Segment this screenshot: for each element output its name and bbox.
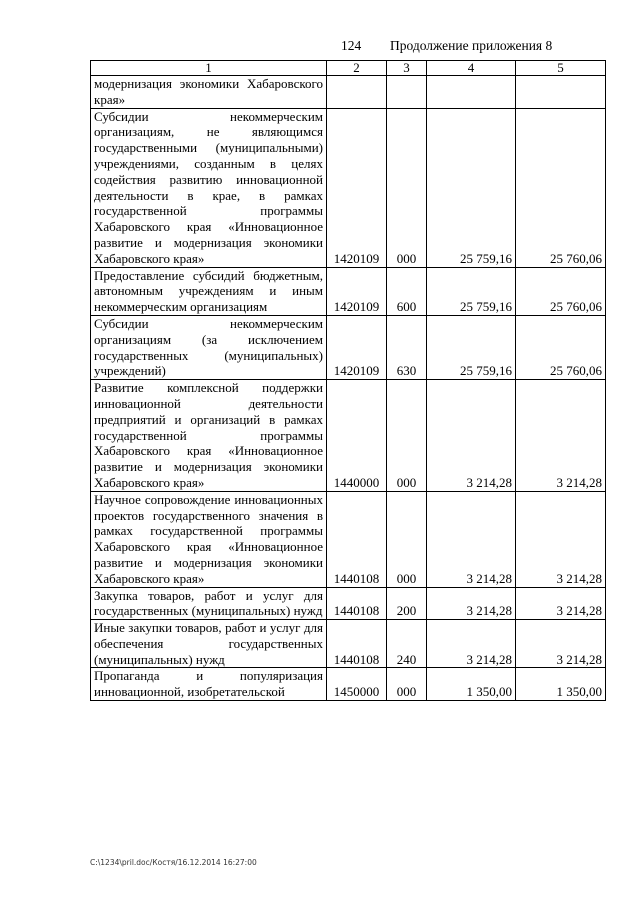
- table-row: [91, 380, 606, 492]
- target-article-cell: 1450000: [327, 668, 387, 701]
- amount-cell: [516, 76, 606, 109]
- expense-type-cell: [387, 76, 427, 109]
- amount-cell: 25 760,06: [516, 267, 606, 315]
- amount-cell: 25 759,16: [427, 315, 516, 379]
- table-body: [91, 61, 606, 701]
- target-article-cell: 1420109: [327, 108, 387, 267]
- page-number: 124: [341, 38, 362, 53]
- amount-cell: 25 760,06: [516, 108, 606, 267]
- amount-cell: 3 214,28: [427, 380, 516, 492]
- row-name-cell: Закупка товаров, работ и услуг для государственных (муниципальных) нужд: [91, 587, 327, 620]
- expense-type-cell: 240: [387, 620, 427, 668]
- column-header: 3: [387, 61, 427, 76]
- expense-type-cell: 600: [387, 267, 427, 315]
- amount-cell: 3 214,28: [427, 587, 516, 620]
- amount-cell: 25 760,06: [516, 315, 606, 379]
- column-header: 2: [327, 61, 387, 76]
- table-row: [91, 315, 606, 379]
- row-name-cell: Предоставление субсидий бюджетным, автономным учреждениям и иным некоммерческим организациям: [91, 267, 327, 315]
- row-name-cell: Субсидии некоммерческим организациям, не являющимся государственными (муниципальными) учреждениями, созданным в целях содействия развитию инновационной деятельности в крае, в рамках государственной программы Хабаровского края «Инновационное развитие и модернизация экономики Хабаровского края»: [91, 108, 327, 267]
- table-row: [91, 267, 606, 315]
- target-article-cell: 1440108: [327, 491, 387, 587]
- amount-cell: 3 214,28: [427, 491, 516, 587]
- amount-cell: 3 214,28: [516, 491, 606, 587]
- row-name-cell: Научное сопровождение инновационных проектов государственного значения в рамках государственной программы Хабаровского края «Инновационное развитие и модернизация экономики Хабаровского края»: [91, 491, 327, 587]
- amount-cell: 25 759,16: [427, 108, 516, 267]
- expense-type-cell: 000: [387, 380, 427, 492]
- target-article-cell: 1420109: [327, 315, 387, 379]
- expense-type-cell: 000: [387, 668, 427, 701]
- target-article-cell: [327, 76, 387, 109]
- amount-cell: [427, 76, 516, 109]
- page-header: [0, 38, 640, 56]
- column-header: 4: [427, 61, 516, 76]
- amount-cell: 3 214,28: [516, 620, 606, 668]
- table-row: [91, 620, 606, 668]
- target-article-cell: 1420109: [327, 267, 387, 315]
- table-row: [91, 668, 606, 701]
- row-name-cell: Пропаганда и популяризация инновационной, изобретательской: [91, 668, 327, 701]
- column-header: 5: [516, 61, 606, 76]
- column-header-row: [91, 61, 606, 76]
- expense-type-cell: 000: [387, 108, 427, 267]
- expense-type-cell: 200: [387, 587, 427, 620]
- column-header: 1: [91, 61, 327, 76]
- table-row: [91, 491, 606, 587]
- amount-cell: 3 214,28: [427, 620, 516, 668]
- row-name-cell: Развитие комплексной поддержки инновационной деятельности предприятий и организаций в рамках государственной программы Хабаровского края «Инновационное развитие и модернизация экономики Хабаровского края»: [91, 380, 327, 492]
- table-row: [91, 108, 606, 267]
- target-article-cell: 1440108: [327, 587, 387, 620]
- amount-cell: 1 350,00: [516, 668, 606, 701]
- target-article-cell: 1440108: [327, 620, 387, 668]
- row-name-cell: модернизация экономики Хабаровского края»: [91, 76, 327, 109]
- amount-cell: 3 214,28: [516, 587, 606, 620]
- row-name-cell: Иные закупки товаров, работ и услуг для обеспечения государственных (муниципальных) нужд: [91, 620, 327, 668]
- amount-cell: 25 759,16: [427, 267, 516, 315]
- amount-cell: 1 350,00: [427, 668, 516, 701]
- table-row: [91, 76, 606, 109]
- continuation-title: Продолжение приложения 8: [390, 38, 553, 53]
- target-article-cell: 1440000: [327, 380, 387, 492]
- amount-cell: 3 214,28: [516, 380, 606, 492]
- row-name-cell: Субсидии некоммерческим организациям (за исключением государственных (муниципальных) учреждений): [91, 315, 327, 379]
- expense-type-cell: 630: [387, 315, 427, 379]
- table-row: [91, 587, 606, 620]
- expense-type-cell: 000: [387, 491, 427, 587]
- file-path-footer: C:\1234\pril.doc/Костя/16.12.2014 16:27:00: [90, 858, 257, 867]
- budget-table: [90, 60, 606, 701]
